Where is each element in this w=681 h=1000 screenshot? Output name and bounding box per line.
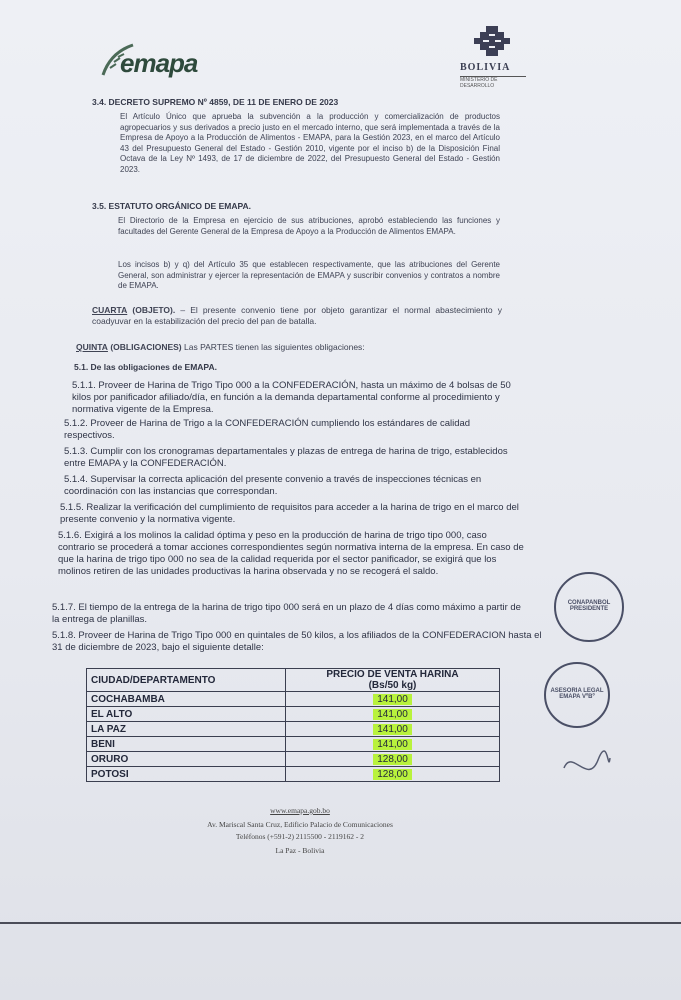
signature-mark-icon [558, 738, 614, 794]
page-bottom-rule [0, 922, 681, 924]
item-text: Proveer de Harina de Trigo Tipo 000 a la CONFEDERACIÓN, hasta un máximo de 4 bolsas de 50 kilos por panificador afiliado/día, en función a la demanda departamental conforme al procedimiento y normativa vigente de la Empresa. [72, 380, 511, 415]
footer-address: Av. Mariscal Santa Cruz, Edificio Palacio de Comunicaciones [207, 820, 393, 829]
legal-stamp [544, 662, 610, 728]
price-cell [286, 692, 500, 707]
footer-phones: Teléfonos (+591-2) 2115500 - 2119162 - 2 [235, 832, 365, 841]
table-row [87, 692, 500, 707]
list-item [64, 474, 518, 498]
table-row [87, 767, 500, 782]
crest-label: BOLIVIA [460, 62, 511, 73]
table-header-row [87, 669, 500, 692]
price-cell [286, 767, 500, 782]
list-item [52, 602, 526, 626]
clause-quinta-label: QUINTA [76, 342, 108, 352]
col-price-header-line2: (Bs/50 kg) [368, 680, 417, 691]
city-cell: BENI [87, 737, 286, 752]
section-3-5-body2: Los incisos b) y q) del Artículo 35 que establecen respectivamente, que las atribuciones del Gerente General, son administrar y ejercer la representación de EMAPA y suscribir convenios y contratos a nombre de EMAPA. [118, 260, 500, 290]
clause-quinta [76, 342, 516, 353]
emapa-logo: emapa [120, 48, 198, 78]
list-item [72, 380, 516, 416]
clause-cuarta-text: – El presente convenio tiene por objeto garantizar el normal abastecimiento y coadyuvar en la estabilización del precio del pan de batalla. [92, 305, 502, 326]
item-number: 5.1.3. [64, 446, 88, 457]
clause-quinta-text: Las PARTES tienen las siguientes obligaciones: [181, 342, 365, 352]
table-row [87, 707, 500, 722]
price-value: 141,00 [373, 709, 412, 720]
clause-cuarta [92, 305, 502, 327]
list-item [64, 418, 516, 442]
item-number: 5.1.7. [52, 602, 76, 613]
city-cell: ORURO [87, 752, 286, 767]
list-item [58, 530, 524, 578]
section-3-4-title: 3.4. DECRETO SUPREMO Nº 4859, DE 11 DE ENERO DE 2023 [92, 97, 339, 107]
presidente-stamp [554, 572, 624, 642]
price-cell [286, 737, 500, 752]
city-cell: EL ALTO [87, 707, 286, 722]
item-number: 5.1.4. [64, 474, 88, 485]
crest-sub: MINISTERIO DE DESARROLLO [460, 76, 526, 89]
table-row [87, 722, 500, 737]
clause-quinta-label2: (OBLIGACIONES) [110, 342, 182, 352]
item-text: El tiempo de la entrega de la harina de trigo tipo 000 será en un plazo de 4 días como máximo a partir de la entrega de planillas. [52, 602, 521, 625]
section-3-5-title: 3.5. ESTATUTO ORGÁNICO DE EMAPA. [92, 201, 251, 211]
price-value: 128,00 [373, 769, 412, 780]
col-price-header [286, 669, 500, 692]
item-number: 5.1.5. [60, 502, 84, 513]
clause-cuarta-label2: (OBJETO). [132, 305, 176, 315]
item-number: 5.1.8. [52, 630, 76, 641]
price-cell [286, 722, 500, 737]
price-value: 141,00 [373, 739, 412, 750]
item-text: Exigirá a los molinos la calidad óptima y peso en la producción de harina de trigo tipo 000, caso contrario se procederá a tomar acciones correspondientes según normativa interna de la empresa. En caso de que la harina de trigo tipo 000 no sea de la calidad requerida por el sector panificador, se exigirá que los molinos retiren de las unidades productivas la harina observada y no se recogerá el saldo. [58, 530, 524, 577]
table-row [87, 752, 500, 767]
stamp-text: ASESORIA LEGAL EMAPA VºBº [550, 688, 604, 700]
item-number: 5.1.6. [58, 530, 82, 541]
price-value: 141,00 [373, 724, 412, 735]
price-table [86, 668, 500, 782]
item-text: Proveer de Harina de Trigo Tipo 000 en quintales de 50 kilos, a los afiliados de la CONFEDERACION hasta el 31 de diciembre de 2023, bajo el siguiente detalle: [52, 630, 542, 653]
item-number: 5.1.1. [72, 380, 96, 391]
city-cell: LA PAZ [87, 722, 286, 737]
table-row [87, 737, 500, 752]
clause-cuarta-label: CUARTA [92, 305, 128, 315]
item-text: Cumplir con los cronogramas departamentales y plazas de entrega de harina de trigo, establecidos entre EMAPA y la CONFEDERACIÓN. [64, 446, 508, 469]
price-cell [286, 752, 500, 767]
footer-city: La Paz - Bolivia [275, 846, 325, 855]
item-text: Realizar la verificación del cumplimiento de requisitos para acceder a la harina de trigo en el marco del presente convenio y la normativa vigente. [60, 502, 519, 525]
item-text: Supervisar la correcta aplicación del presente convenio a través de inspecciones técnicas en coordinación con las instancias que correspondan. [64, 474, 482, 497]
price-cell [286, 707, 500, 722]
col-price-header-line1: PRECIO DE VENTA HARINA [326, 669, 459, 680]
list-item [52, 630, 544, 654]
section-5-1-title: 5.1. De las obligaciones de EMAPA. [74, 362, 217, 372]
city-cell: COCHABAMBA [87, 692, 286, 707]
footer-web: www.emapa.gob.bo [270, 806, 330, 815]
list-item [60, 502, 522, 526]
city-cell: POTOSI [87, 767, 286, 782]
list-item [64, 446, 520, 470]
price-value: 128,00 [373, 754, 412, 765]
bolivia-crest-icon [462, 24, 522, 64]
col-city-header: CIUDAD/DEPARTAMENTO [87, 669, 286, 692]
price-value: 141,00 [373, 694, 412, 705]
stamp-text: CONAPANBOL PRESIDENTE [567, 600, 611, 612]
item-number: 5.1.2. [64, 418, 88, 429]
section-3-4-body: El Artículo Único que aprueba la subvención a la producción y comercialización de productos agropecuarios y sus derivados a precio justo en el mercado interno, que será implementada a través de la Empresa de Apoyo a la Producción de Alimentos - EMAPA, para la Gestión 2023, en el marco del Artículo 43 del Presupuesto General del Estado - Gestión 2010, vigente por el inciso b) de la Disposición Final Octava de la Ley Nº 1493, de 17 de diciembre de 2022, del Presupuesto General del Estado - Gestión 2023. [120, 112, 500, 174]
item-text: Proveer de Harina de Trigo a la CONFEDERACIÓN cumpliendo los estándares de calidad respectivos. [64, 418, 471, 441]
section-3-5-body1: El Directorio de la Empresa en ejercicio de sus atribuciones, aprobó estableciendo las funciones y facultades del Gerente General de la Empresa de Apoyo a la Producción de Alimentos EMAPA. [118, 216, 500, 236]
